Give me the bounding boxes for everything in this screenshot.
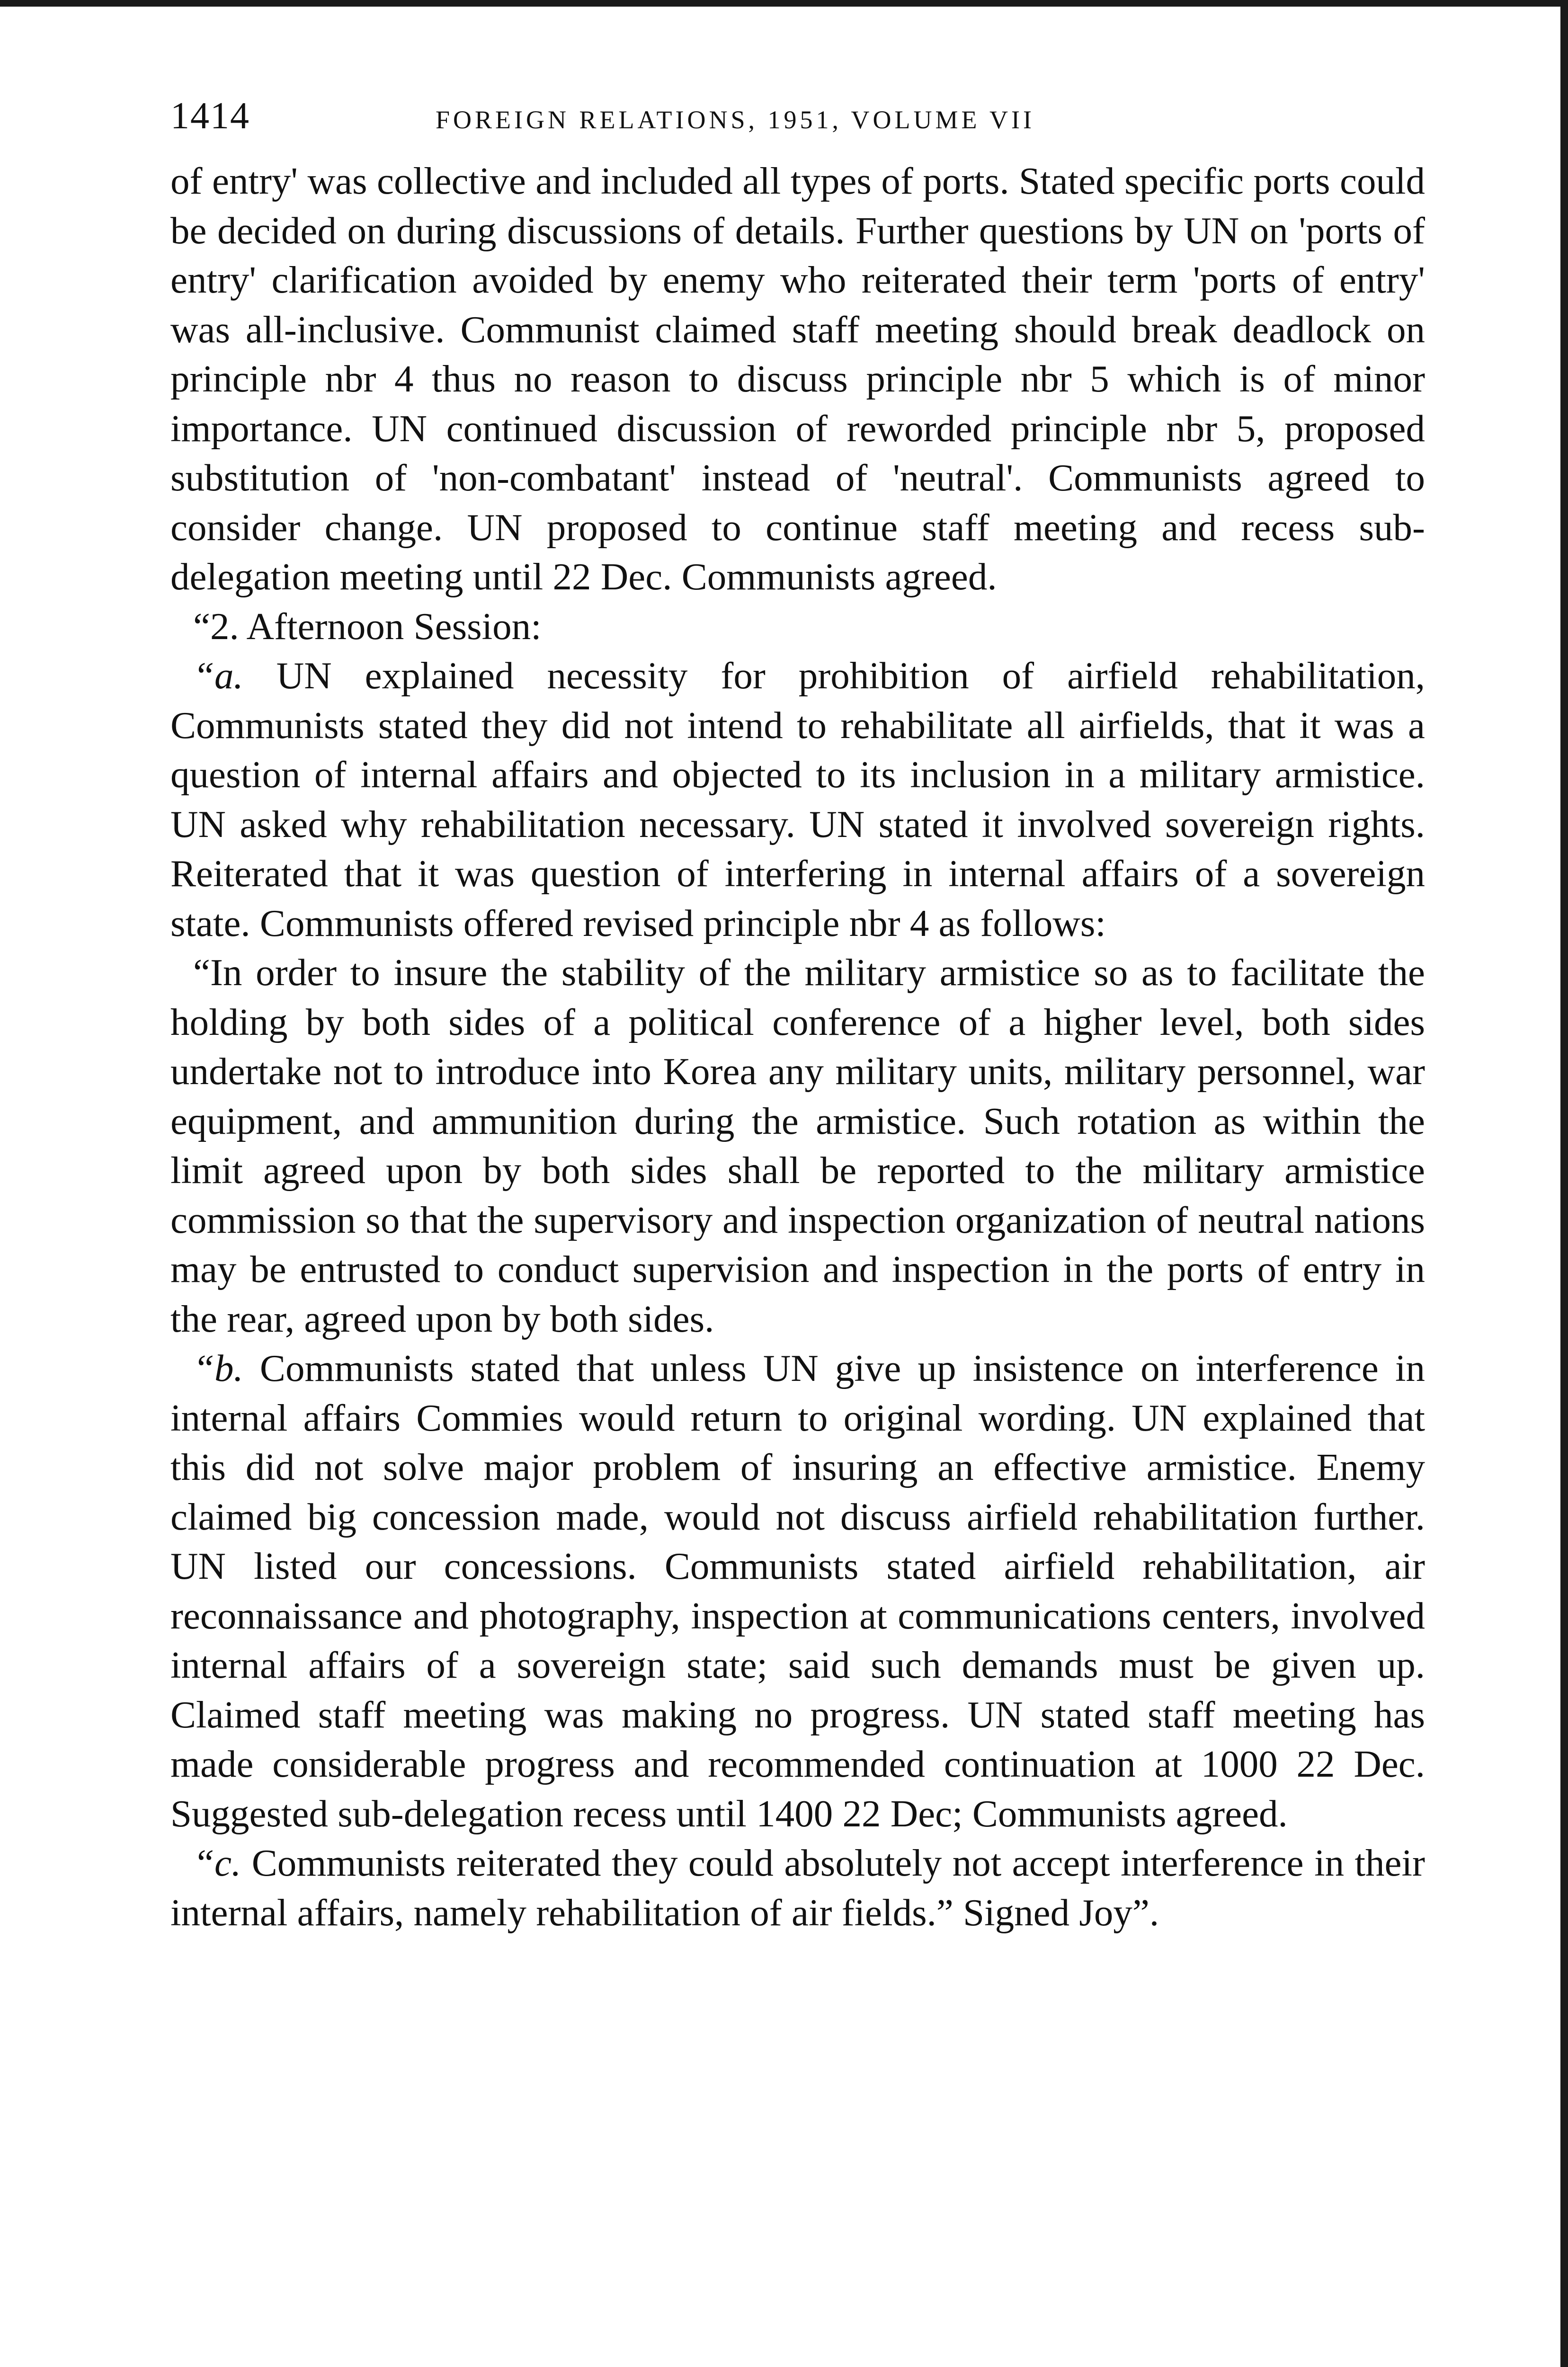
running-title: FOREIGN RELATIONS, 1951, VOLUME VII [436, 106, 1035, 134]
item-marker-a: “a. [193, 654, 243, 697]
item-b-text: Communists stated that unless UN give up insistence on interference in internal affairs Commies would return to original wording. UN explained that this did not solve major problem of insuring an effective armistice. Enemy claimed big concession made, would not discuss airfield rehabilitation further. UN listed our concessions. Communists stated airfield rehabilitation, air reconnaissance and photography, inspection at communications centers, involved internal affairs of a sovereign state; said such demands must be given up. Claimed staff meeting was making no progress. UN stated staff meeting has made considerable progress and recommended continuation at 1000 22 Dec. Suggested sub-delegation recess until 1400 22 Dec; Communists agreed. [170, 1347, 1425, 1835]
document-page [170, 90, 1425, 1937]
running-head [170, 90, 1425, 147]
paragraph-principle-quote: “In order to insure the stability of the military armistice so as to facilitate the holding by both sides of a political conference of a higher level, both sides undertake not to introduce into Korea any military units, military personnel, war equipment, and ammunition during the armistice. Such rotation as within the limit agreed upon by both sides shall be reported to the military armistice commission so that the supervisory and inspection organization of neutral nations may be entrusted to conduct supervision and inspection in the ports of entry in the rear, agreed upon by both sides. [170, 951, 1425, 1340]
item-c-text: Communists reiterated they could absolutely not accept interference in their internal affairs, namely rehabilitation of air fields.” Signed Joy”. [170, 1842, 1425, 1934]
scan-border-top [0, 0, 1568, 7]
body-text [170, 156, 1425, 1937]
item-marker-b: “b. [193, 1347, 243, 1389]
page-number: 1414 [170, 95, 250, 137]
paragraph-continuation: of entry' was collective and included all types of ports. Stated specific ports could be decided on during discussions of details. Further questions by UN on 'ports of entry' clarification avoided by enemy who reiterated their term 'ports of entry' was all-inclusive. Communist claimed staff meeting should break deadlock on principle nbr 4 thus no reason to discuss principle nbr 5 which is of minor importance. UN continued discussion of reworded principle nbr 5, proposed substitution of 'non-combatant' instead of 'neutral'. Communists agreed to consider change. UN proposed to continue staff meeting and recess sub-delegation meeting until 22 Dec. Communists agreed. [170, 160, 1425, 598]
paragraph-item-c [170, 1838, 1425, 1937]
item-marker-c: “c. [193, 1842, 241, 1884]
paragraph-session-heading: “2. Afternoon Session: [193, 605, 542, 648]
paragraph-item-b [170, 1344, 1425, 1838]
paragraph-item-a [170, 651, 1425, 948]
item-a-text: UN explained necessity for prohibition of airfield rehabilitation, Communists stated they did not intend to rehabilitate all airfields, that it was a question of internal affairs and objected to its inclusion in a military armistice. UN asked why rehabilitation necessary. UN stated it involved sovereign rights. Reiterated that it was question of interfering in internal affairs of a sovereign state. Communists offered revised principle nbr 4 as follows: [170, 654, 1425, 944]
scan-border-right [1560, 0, 1568, 2367]
